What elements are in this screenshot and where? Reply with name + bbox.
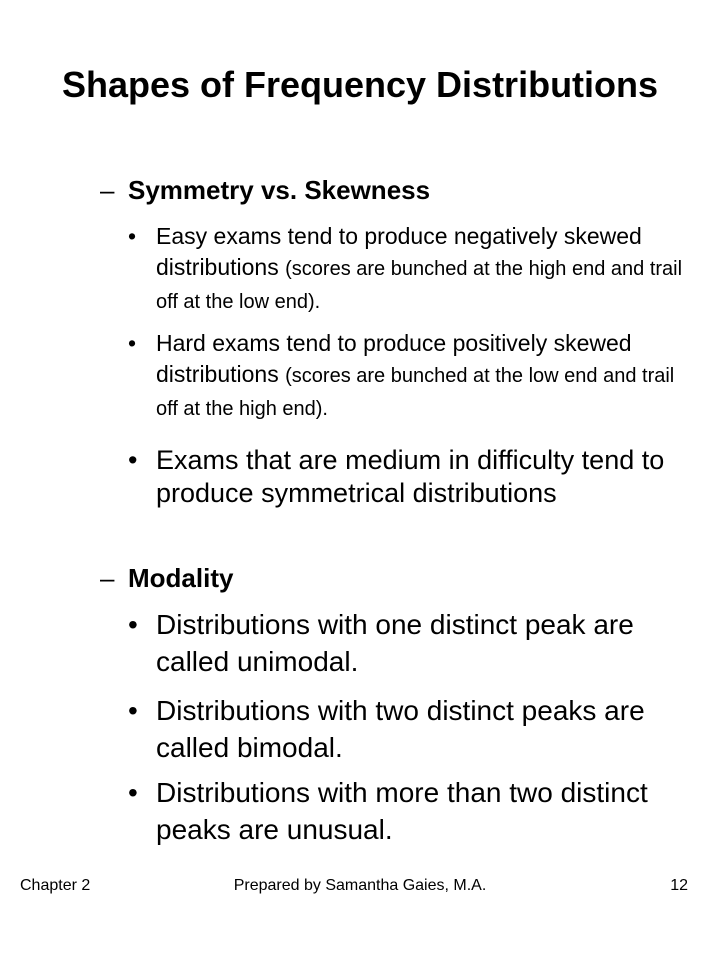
bullet-dot: • <box>128 223 137 249</box>
section-heading-text: Symmetry vs. Skewness <box>128 175 431 205</box>
bullet-more-than-two-peaks <box>128 774 696 848</box>
bullet-medium-exams <box>128 444 696 510</box>
footer-chapter: Chapter 2 <box>20 877 91 894</box>
bullet-text: Easy exams tend to produce negatively skewed distributions <box>156 223 642 280</box>
section-heading-text: Modality <box>128 563 234 593</box>
bullet-easy-exams <box>128 221 696 318</box>
bullet-paren-text: (scores are bunched at the high end and trail off at the low end). <box>156 258 683 313</box>
bullet-text: Distributions with more than two distinct peaks are unusual. <box>156 777 648 845</box>
bullet-dot: • <box>128 445 138 475</box>
bullet-hard-exams <box>128 328 696 425</box>
section-dash: – <box>100 563 115 593</box>
footer-page-number: 12 <box>670 877 688 894</box>
footer-author: Prepared by Samantha Gaies, M.A. <box>233 877 487 894</box>
section-heading-symmetry <box>100 174 430 206</box>
bullet-text: Hard exams tend to produce positively skewed distributions <box>156 330 632 387</box>
bullet-paren-text: (scores are bunched at the low end and trail off at the high end). <box>156 365 675 420</box>
bullet-dot: • <box>128 695 138 726</box>
section-heading-modality <box>100 562 233 594</box>
bullet-text: Distributions with two distinct peaks are called bimodal. <box>156 695 645 763</box>
slide-title: Shapes of Frequency Distributions <box>61 64 659 105</box>
bullet-dot: • <box>128 609 138 640</box>
bullet-text: Exams that are medium in difficulty tend to produce symmetrical distributions <box>156 445 665 508</box>
bullet-bimodal <box>128 692 696 766</box>
bullet-text: Distributions with one distinct peak are called unimodal. <box>156 609 634 677</box>
section-dash: – <box>100 175 115 205</box>
bullet-dot: • <box>128 330 137 356</box>
bullet-unimodal <box>128 606 696 680</box>
bullet-dot: • <box>128 777 138 808</box>
